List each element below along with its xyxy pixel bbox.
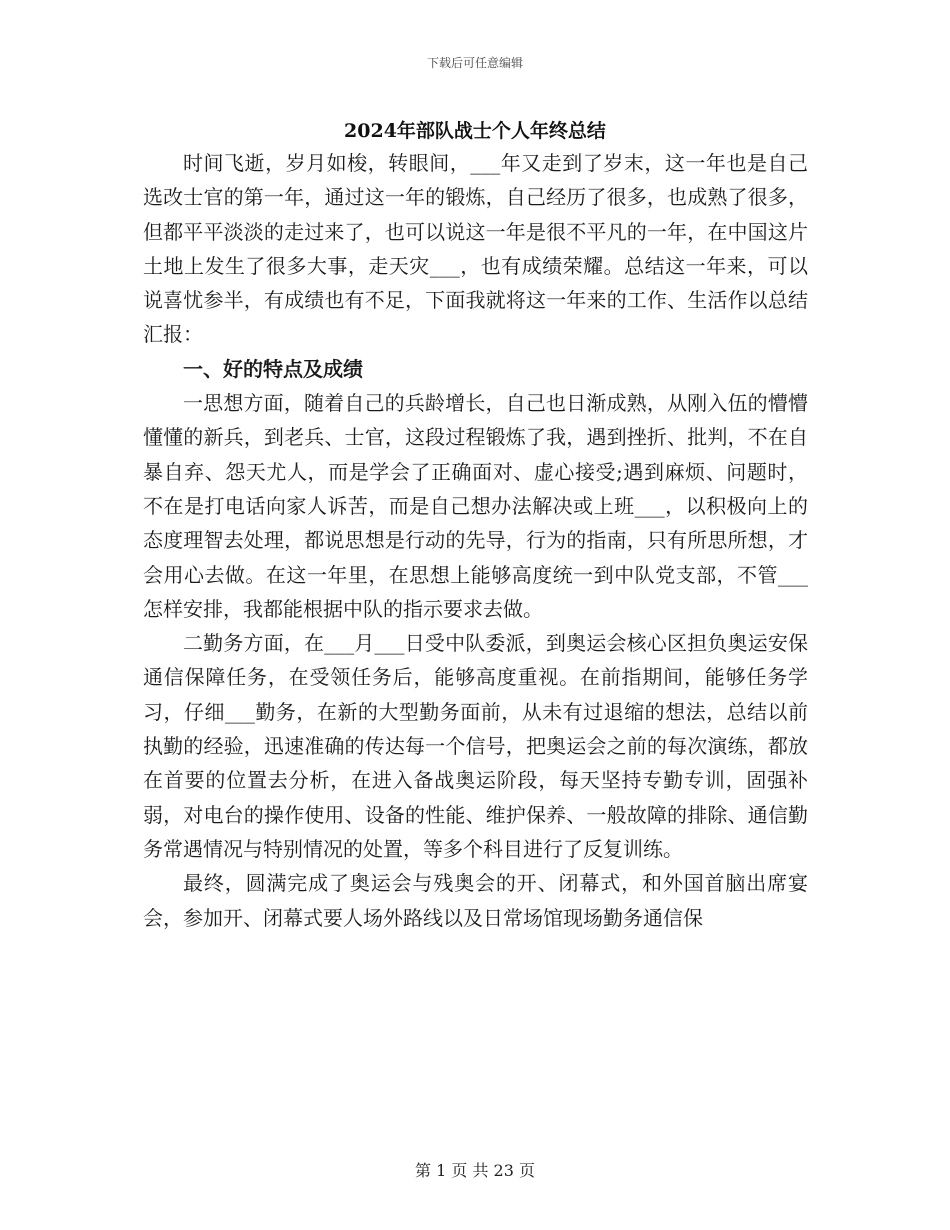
paragraph-intro: 时间飞逝，岁月如梭，转眼间，___年又走到了岁末，这一年也是自己选改士官的第一年，通过这一年的锻炼，自己经历了很多，也成熟了很多，但都平平淡淡的走过来了，也可以说这一年是很不平凡的一年，在中国这片土地上发生了很多大事，走天灾___，也有成绩荣耀。总结这一年来，可以说喜忧参半，有成绩也有不足，下面我就将这一年来的工作、生活作以总结汇报： [143, 151, 808, 347]
header-note: 下载后可任意编辑 [426, 56, 523, 70]
section-heading: 一、好的特点及成绩 [183, 356, 363, 381]
document-body [143, 146, 808, 935]
document-title: 2024年部队战士个人年终总结 [344, 120, 606, 142]
paragraph-thought: 一思想方面，随着自己的兵龄增长，自己也日渐成熟，从刚入伍的懵懵懂懂的新兵，到老兵、士官，这段过程锻炼了我，遇到挫折、批判，不在自暴自弃、怨天尤人，而是学会了正确面对、虚心接受;遇到麻烦、问题时，不在是打电话向家人诉苦，而是自己想办法解决或上班___，以积极向上的态度理智去处理，都说思想是行动的先导，行为的指南，只有所思所想，才会用心去做。在这一年里，在思想上能够高度统一到中队党支部，不管___怎样安排，我都能根据中队的指示要求去做。 [143, 391, 808, 621]
paragraph-result: 最终，圆满完成了奥运会与残奥会的开、闭幕式，和外国首脑出席宴会，参加开、闭幕式要人场外路线以及日常场馆现场勤务通信保 [143, 871, 808, 930]
page-footer: 第 1 页 共 23 页 [415, 1161, 535, 1180]
paragraph-duty: 二勤务方面，在___月___日受中队委派，到奥运会核心区担负奥运安保通信保障任务，在受领任务后，能够高度重视。在前指期间，能够任务学习，仔细___勤务，在新的大型勤务面前，从未有过退缩的想法，总结以前执勤的经验，迅速准确的传达每一个信号，把奥运会之前的每次演练，都放在首要的位置去分析，在进入备战奥运阶段，每天坚持专勤专训，固强补弱，对电台的操作使用、设备的性能、维护保养、一般故障的排除、通信勤务常遇情况与特别情况的处置，等多个科目进行了反复训练。 [143, 631, 808, 861]
